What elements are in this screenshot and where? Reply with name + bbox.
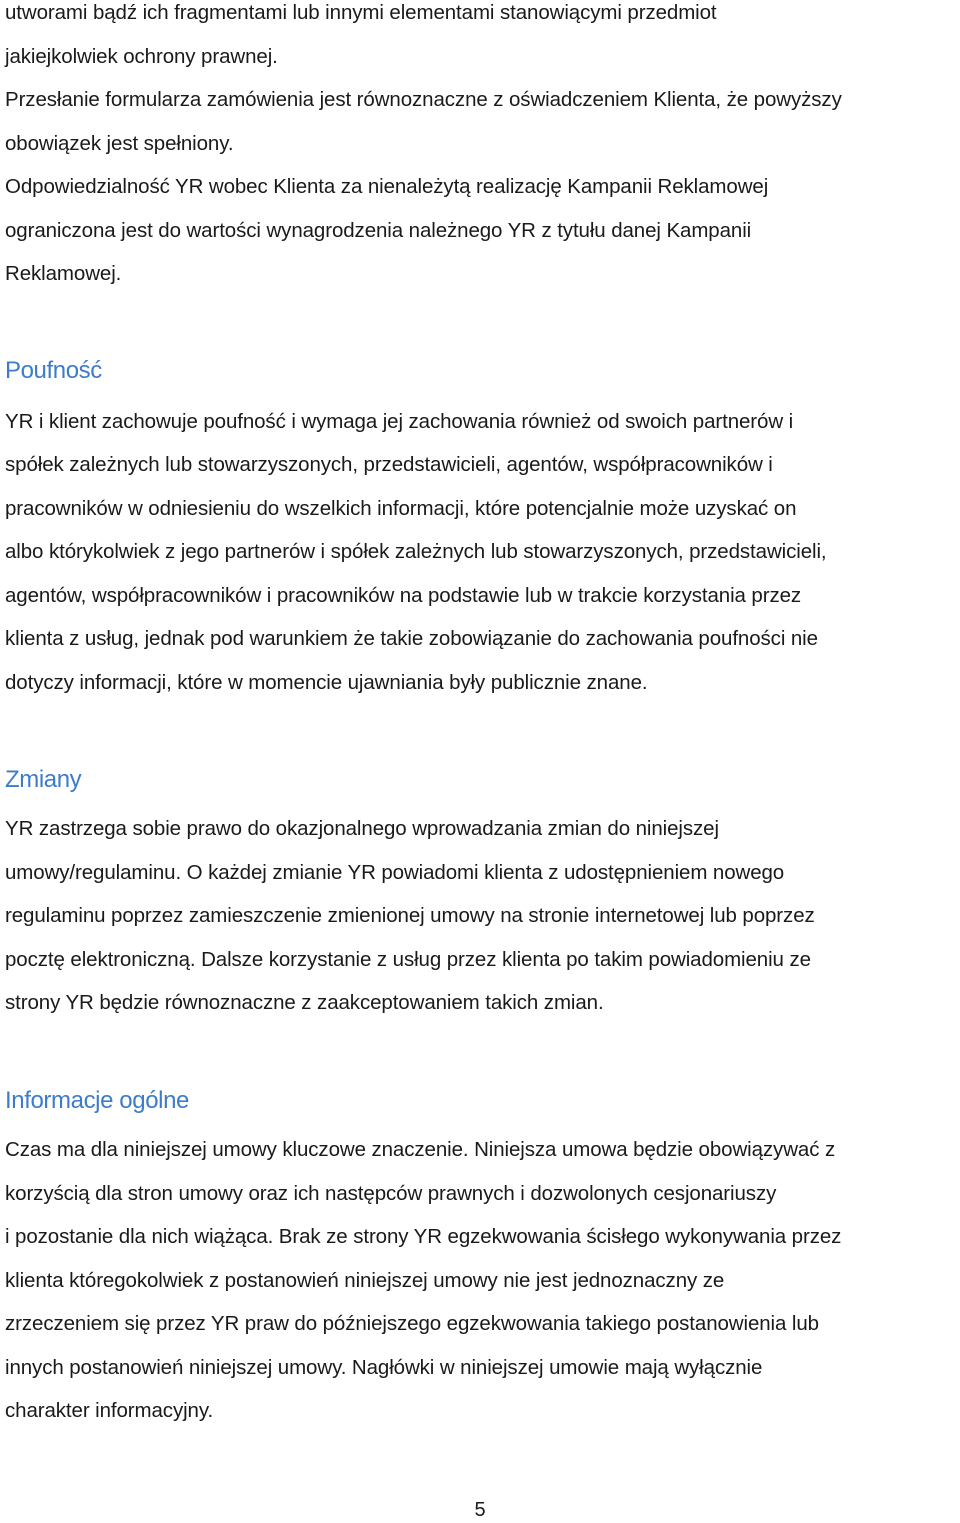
- section-line: umowy/regulaminu. O każdej zmianie YR powiadomi klienta z udostępnieniem nowego: [5, 861, 785, 884]
- section-line: klienta któregokolwiek z postanowień niniejszej umowy nie jest jednoznaczny ze: [5, 1269, 725, 1292]
- section-line: klienta z usług, jednak pod warunkiem że takie zobowiązanie do zachowania poufności nie: [5, 627, 818, 650]
- section-heading-poufnosc: Poufność: [5, 357, 102, 384]
- section-line: dotyczy informacji, które w momencie ujawniania były publicznie znane.: [5, 671, 648, 694]
- section-heading-zmiany: Zmiany: [5, 766, 82, 793]
- section-line: pocztę elektroniczną. Dalsze korzystanie z usług przez klienta po takim powiadomieniu ze: [5, 948, 811, 971]
- section-line: YR zastrzega sobie prawo do okazjonalnego wprowadzania zmian do niniejszej: [5, 817, 719, 840]
- section-line: pracowników w odniesieniu do wszelkich informacji, które potencjalnie może uzyskać on: [5, 497, 797, 520]
- section-line: zrzeczeniem się przez YR praw do późniejszego egzekwowania takiego postanowienia lub: [5, 1312, 819, 1335]
- intro-line: obowiązek jest spełniony.: [5, 132, 234, 155]
- section-line: charakter informacyjny.: [5, 1399, 214, 1422]
- section-line: spółek zależnych lub stowarzyszonych, przedstawicieli, agentów, współpracowników i: [5, 453, 773, 476]
- section-line: albo którykolwiek z jego partnerów i spółek zależnych lub stowarzyszonych, przedstawicieli,: [5, 540, 827, 563]
- section-line: strony YR będzie równoznaczne z zaakceptowaniem takich zmian.: [5, 991, 604, 1014]
- intro-line: Przesłanie formularza zamówienia jest równoznaczne z oświadczeniem Klienta, że powyższy: [5, 88, 842, 111]
- intro-line: jakiejkolwiek ochrony prawnej.: [5, 45, 278, 68]
- section-line: i pozostanie dla nich wiążąca. Brak ze strony YR egzekwowania ścisłego wykonywania przez: [5, 1225, 842, 1248]
- section-line: korzyścią dla stron umowy oraz ich następców prawnych i dozwolonych cesjonariuszy: [5, 1182, 777, 1205]
- section-line: regulaminu poprzez zamieszczenie zmienionej umowy na stronie internetowej lub poprzez: [5, 904, 815, 927]
- section-line: agentów, współpracowników i pracowników na podstawie lub w trakcie korzystania przez: [5, 584, 802, 607]
- intro-line: ograniczona jest do wartości wynagrodzenia należnego YR z tytułu danej Kampanii: [5, 219, 752, 242]
- section-line: innych postanowień niniejszej umowy. Nagłówki w niniejszej umowie mają wyłącznie: [5, 1356, 763, 1379]
- intro-line: utworami bądź ich fragmentami lub innymi elementami stanowiącymi przedmiot: [5, 1, 717, 24]
- page-number: 5: [474, 1499, 486, 1521]
- intro-line: Odpowiedzialność YR wobec Klienta za nienależytą realizację Kampanii Reklamowej: [5, 175, 769, 198]
- intro-line: Reklamowej.: [5, 262, 122, 285]
- section-heading-informacje-ogolne: Informacje ogólne: [5, 1087, 189, 1114]
- section-line: Czas ma dla niniejszej umowy kluczowe znaczenie. Niniejsza umowa będzie obowiązywać z: [5, 1138, 836, 1161]
- section-line: YR i klient zachowuje poufność i wymaga jej zachowania również od swoich partnerów i: [5, 410, 794, 433]
